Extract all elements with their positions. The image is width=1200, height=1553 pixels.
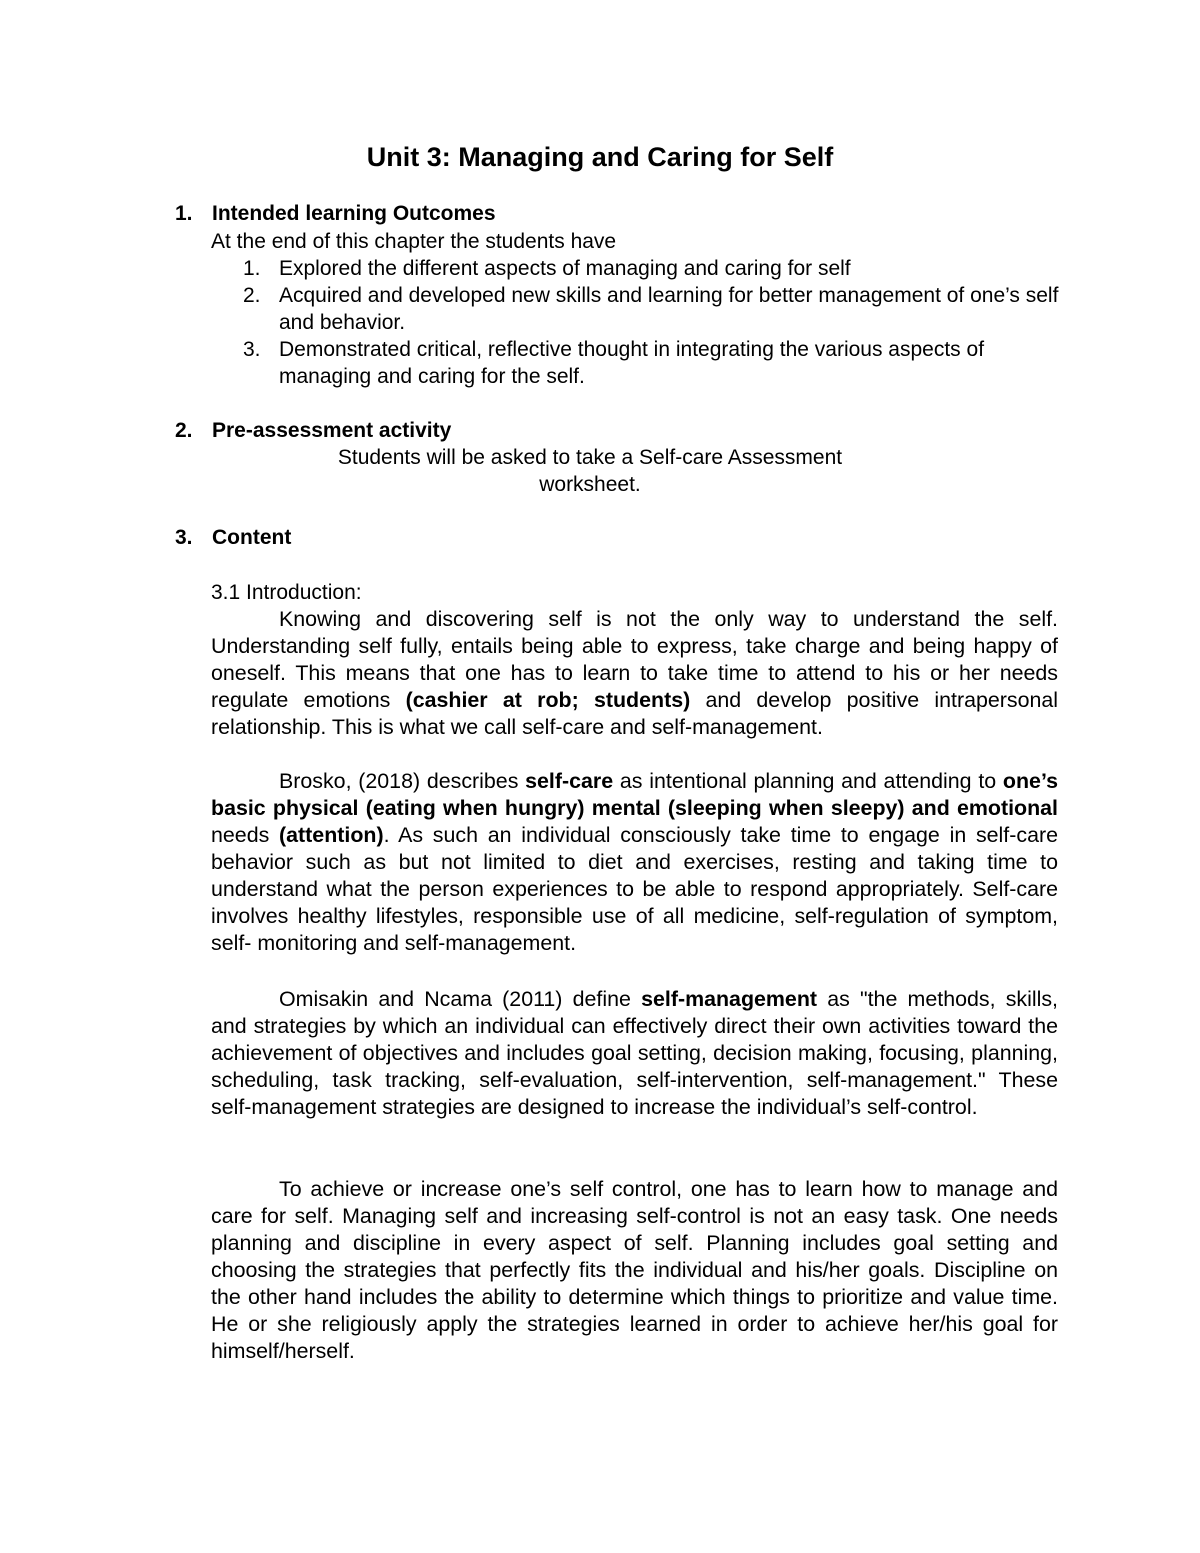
- section-title: Intended learning Outcomes: [212, 202, 496, 225]
- subsection-heading: 3.1 Introduction:: [211, 581, 362, 604]
- outcome-number: 1.: [243, 257, 261, 280]
- section-title: Pre-assessment activity: [212, 419, 452, 442]
- section-number: 2.: [175, 419, 193, 442]
- outcomes-intro: At the end of this chapter the students have: [211, 230, 617, 253]
- pre-assessment-line: Students will be asked to take a Self-care Assessment: [337, 446, 843, 469]
- paragraph-intro: Knowing and discovering self is not the only way to understand the self. Understanding self fully, entails being able to express, take charge and being happy of oneself. This means that one has to learn to take time to attend to his or her needs regulate emotions (cashier at rob; students) and develop positive intrapersonal relationship. This is what we call self-care and self-management.: [211, 607, 1059, 739]
- section-number: 3.: [175, 526, 193, 549]
- outcome-item: Explored the different aspects of managing and caring for self: [279, 257, 851, 280]
- section-title: Content: [212, 526, 292, 549]
- paragraph-self-control: To achieve or increase one’s self control, one has to learn how to manage and care for self. Managing self and increasing self-control is not an easy task. One needs planning and discipline in every aspect of self. Planning includes goal setting and choosing the strategies that perfectly fits the individual and his/her goals. Discipline on the other hand includes the ability to determine which things to prioritize and value time. He or she religiously apply the strategies learned in order to achieve her/his goal for himself/herself.: [211, 1177, 1058, 1363]
- paragraph-self-management: Omisakin and Ncama (2011) define self-management as "the methods, skills, and strategies by which an individual can effectively direct their own activities toward the achievement of objectives and includes goal setting, decision making, focusing, planning, scheduling, task tracking, self-evaluation, self-intervention, self-management." These self-management strategies are designed to increase the individual’s self-control.: [211, 987, 1058, 1119]
- outcome-item: Acquired and developed new skills and learning for better management of one’s self and behavior.: [279, 284, 1059, 334]
- section-number: 1.: [175, 202, 193, 225]
- outcome-number: 2.: [243, 284, 261, 307]
- paragraph-self-care: Brosko, (2018) describes self-care as intentional planning and attending to one’s basic physical (eating when hungry) mental (sleeping when sleepy) and emotional needs (attention). As such an individual consciously take time to engage in self-care behavior such as but not limited to diet and exercises, resting and taking time to understand what the person experiences to be able to respond appropriately. Self-care involves healthy lifestyles, responsible use of all medicine, self-regulation of symptom, self- monitoring and self-management.: [211, 769, 1058, 955]
- page-title: Unit 3: Managing and Caring for Self: [366, 142, 834, 172]
- pre-assessment-line: worksheet.: [539, 473, 641, 496]
- outcome-item: Demonstrated critical, reflective thought in integrating the various aspects of managing and caring for the self.: [279, 338, 985, 388]
- outcome-number: 3.: [243, 338, 261, 361]
